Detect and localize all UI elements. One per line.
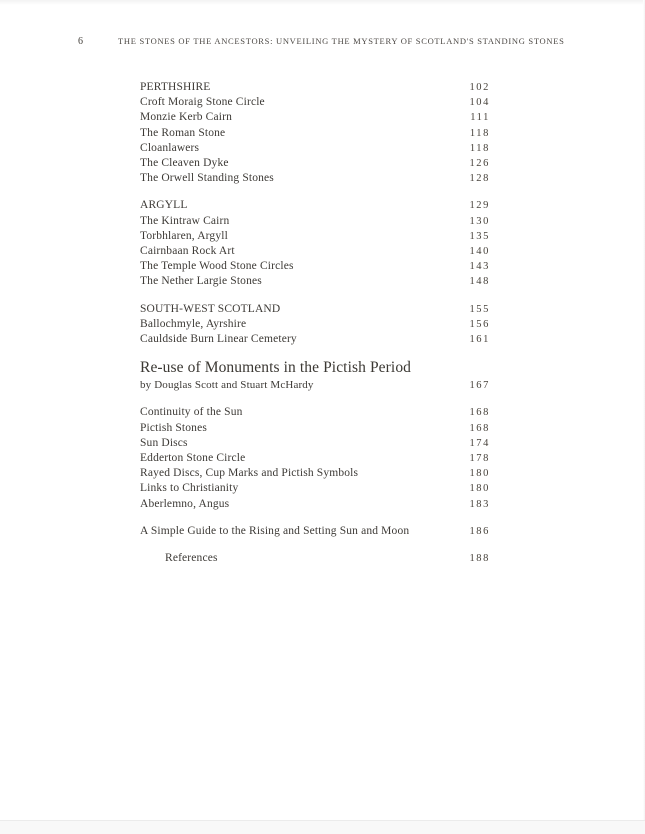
toc-row	[140, 214, 490, 229]
toc-entry-page: 155	[469, 303, 490, 315]
toc-entry-page: 156	[469, 318, 490, 330]
toc-entry-page: 118	[469, 142, 490, 154]
toc-group	[140, 302, 490, 348]
toc-entry-label: The Roman Stone	[140, 126, 226, 139]
toc-row	[140, 436, 490, 451]
toc-entry-page: 143	[469, 261, 490, 273]
toc-row	[140, 156, 490, 171]
toc-entry-page: 180	[469, 483, 490, 495]
toc-entry-page: 168	[469, 422, 490, 434]
toc-entry-label: The Nether Largie Stones	[140, 275, 262, 288]
toc-entry-label: PERTHSHIRE	[140, 81, 211, 93]
toc-entry-page: 128	[469, 173, 490, 185]
toc-row	[140, 451, 490, 466]
toc-entry-page: 135	[469, 230, 490, 242]
toc-entry-page: 168	[469, 407, 490, 419]
toc-entry-page: 180	[469, 468, 490, 480]
toc-entry-label: The Cleaven Dyke	[140, 157, 229, 170]
toc-row	[140, 80, 490, 95]
toc-entry-label: Torbhlaren, Argyll	[140, 229, 228, 242]
toc-row	[140, 481, 490, 496]
toc-row	[140, 302, 490, 317]
toc-entry-page: 129	[469, 200, 490, 212]
toc-entry-page: 178	[469, 453, 490, 465]
toc-entry-label: Continuity of the Sun	[140, 406, 243, 419]
page-edge-top	[0, 0, 645, 5]
toc-row	[140, 141, 490, 156]
table-of-contents	[140, 80, 490, 566]
toc-row	[140, 466, 490, 481]
toc-entry-label: The Orwell Standing Stones	[140, 172, 274, 185]
toc-entry-label: Links to Christianity	[140, 482, 239, 495]
toc-row	[140, 229, 490, 244]
toc-entry-page: 188	[469, 553, 490, 565]
toc-entry-page: 183	[469, 498, 490, 510]
toc-group	[140, 80, 490, 186]
toc-entry-page: 118	[469, 127, 490, 139]
toc-row	[140, 259, 490, 274]
toc-group	[140, 405, 490, 511]
toc-entry-page: 148	[469, 276, 490, 288]
toc-row	[140, 244, 490, 259]
toc-entry-page: 161	[469, 334, 490, 346]
toc-entry-page: 174	[469, 437, 490, 449]
toc-entry-page: 140	[469, 246, 490, 258]
page-edge-bottom	[0, 820, 645, 834]
toc-entry-label: A Simple Guide to the Rising and Setting Sun and Moon	[140, 524, 410, 537]
toc-entry-page: 167	[469, 380, 490, 392]
toc-entry-label: Edderton Stone Circle	[140, 452, 246, 465]
toc-entry-label: ARGYLL	[140, 199, 188, 212]
toc-group	[140, 359, 490, 393]
toc-entry-label: by Douglas Scott and Stuart McHardy	[140, 379, 314, 392]
running-header-title: THE STONES OF THE ANCESTORS: UNVEILING THE MYSTERY OF SCOTLAND'S STANDING STONES	[118, 36, 565, 46]
toc-row	[140, 95, 490, 110]
toc-row	[140, 317, 490, 332]
toc-entry-label: References	[165, 552, 218, 565]
toc-entry-label: Rayed Discs, Cup Marks and Pictish Symbols	[140, 467, 359, 480]
toc-group	[140, 198, 490, 289]
running-header	[78, 36, 585, 47]
toc-entry-page: 102	[469, 82, 490, 93]
toc-entry-page: 126	[469, 158, 490, 170]
toc-entry-label: Monzie Kerb Cairn	[140, 111, 232, 124]
toc-entry-label: The Kintraw Cairn	[140, 214, 230, 227]
toc-entry-page: 104	[469, 97, 490, 109]
toc-row	[140, 524, 490, 539]
toc-row	[140, 497, 490, 512]
toc-row	[140, 378, 490, 393]
toc-group	[140, 551, 490, 566]
toc-row	[140, 126, 490, 141]
toc-group	[140, 524, 490, 539]
page-number: 6	[78, 36, 83, 47]
toc-row	[140, 110, 490, 125]
toc-row	[140, 332, 490, 347]
toc-row	[140, 421, 490, 436]
toc-entry-page: 111	[470, 112, 490, 124]
toc-entry-label: The Temple Wood Stone Circles	[140, 260, 294, 273]
toc-row	[140, 171, 490, 186]
toc-entry-label: Cloanlawers	[140, 141, 200, 154]
toc-entry-label: Cauldside Burn Linear Cemetery	[140, 333, 297, 346]
section-heading: Re-use of Monuments in the Pictish Period	[140, 359, 412, 377]
toc-entry-label: Cairnbaan Rock Art	[140, 245, 235, 258]
toc-row	[140, 198, 490, 213]
toc-entry-page: 186	[469, 525, 490, 537]
toc-entry-label: Sun Discs	[140, 436, 188, 449]
toc-entry-label: Ballochmyle, Ayrshire	[140, 317, 247, 330]
toc-entry-label: Croft Moraig Stone Circle	[140, 96, 265, 109]
toc-row	[140, 274, 490, 289]
toc-entry-label: Aberlemno, Angus	[140, 497, 230, 510]
toc-row	[140, 551, 490, 566]
toc-row	[140, 405, 490, 420]
toc-entry-page: 130	[469, 215, 490, 227]
toc-entry-label: Pictish Stones	[140, 421, 207, 434]
toc-entry-label: SOUTH-WEST SCOTLAND	[140, 302, 281, 315]
